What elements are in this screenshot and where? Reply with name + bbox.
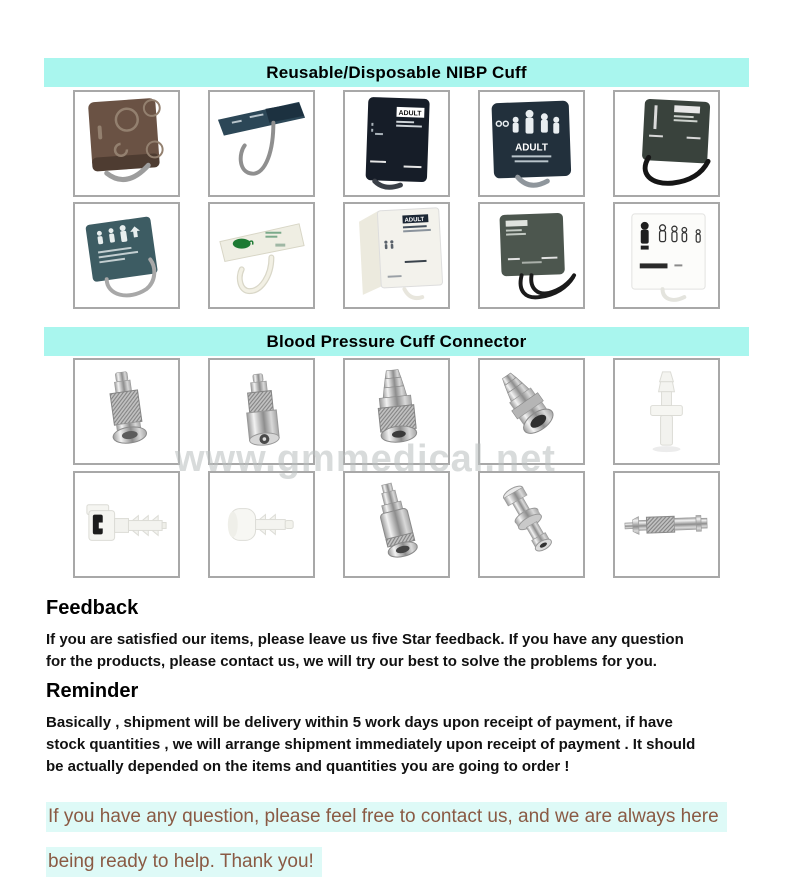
cream-lion-cuff-image	[212, 206, 311, 305]
contact-message-text-1: If you have any question, please feel free to contact us, and we are always here	[46, 802, 727, 832]
product-image-cream-lion-cuff	[208, 202, 315, 309]
connector-grid-row-1	[44, 358, 749, 465]
white-figures-cuff-image	[617, 206, 716, 305]
connector-grid-row-2	[44, 471, 749, 578]
nibp-cuff-banner	[44, 58, 749, 87]
teal-cuff-image	[77, 206, 176, 305]
cuff-grid-row-1	[44, 90, 749, 197]
metal-barbed-knurled-connector-image	[347, 362, 446, 461]
reminder-paragraph	[46, 712, 758, 778]
metal-barbed-plug-image	[482, 362, 581, 461]
navy-family-cuff-image	[482, 94, 581, 193]
product-image-metal-knurled-connector	[73, 358, 180, 465]
brown-folded-cuff-image	[77, 94, 176, 193]
metal-quick-connector-image	[347, 475, 446, 574]
product-image-metal-barbed-plug	[478, 358, 585, 465]
plastic-round-connector-image	[212, 475, 311, 574]
reminder-line-1: Basically , shipment will be delivery within 5 work days upon receipt of payment, if have	[46, 714, 673, 731]
site-watermark: www.gmmedical.net	[175, 438, 556, 480]
reminder-heading: Reminder	[46, 680, 139, 702]
product-image-teal-cuff	[73, 202, 180, 309]
product-image-dark-green-cuff	[613, 90, 720, 197]
plastic-clip-connector-image	[77, 475, 176, 574]
product-image-white-disposable-cuff	[343, 202, 450, 309]
product-image-dual-tube-cuff	[478, 202, 585, 309]
white-disposable-cuff-image	[347, 206, 446, 305]
product-image-brown-folded-cuff	[73, 90, 180, 197]
contact-message-line-1	[46, 806, 727, 828]
product-image-navy-family-cuff	[478, 90, 585, 197]
contact-message-line-2	[46, 851, 322, 873]
reminder-line-3: be actually depended on the items and quantities you are going to order !	[46, 758, 570, 775]
navy-flat-cuff-image	[212, 94, 311, 193]
adult-label-text: ADULT	[398, 109, 422, 118]
adult-label-text: ADULT	[404, 216, 425, 224]
connector-banner	[44, 327, 749, 356]
contact-message-text-2: being ready to help. Thank you!	[46, 847, 322, 877]
reminder-line-2: stock quantities , we will arrange shipment immediately upon receipt of payment . It should	[46, 736, 696, 753]
product-image-metal-quick-connector	[343, 471, 450, 578]
metal-knurled-connector-image	[77, 362, 176, 461]
metal-inline-connector-image	[617, 475, 716, 574]
metal-plug-fitting-image	[482, 475, 581, 574]
product-image-metal-plug-fitting	[478, 471, 585, 578]
product-image-black-adult-cuff	[343, 90, 450, 197]
cuff-grid-row-2	[44, 202, 749, 309]
white-plastic-connector-image	[617, 362, 716, 461]
product-image-metal-barbed-knurled-connector	[343, 358, 450, 465]
feedback-line-2: for the products, please contact us, we will try our best to solve the problems for you.	[46, 653, 657, 670]
product-image-navy-flat-cuff	[208, 90, 315, 197]
product-image-white-figures-cuff	[613, 202, 720, 309]
product-image-white-plastic-connector	[613, 358, 720, 465]
product-image-plastic-clip-connector	[73, 471, 180, 578]
black-adult-cuff-image	[347, 94, 446, 193]
nibp-cuff-banner-title: Reusable/Disposable NIBP Cuff	[266, 62, 527, 82]
feedback-line-1: If you are satisfied our items, please leave us five Star feedback. If you have any question	[46, 631, 684, 648]
dual-tube-cuff-image	[482, 206, 581, 305]
product-image-plastic-round-connector	[208, 471, 315, 578]
dark-green-cuff-image	[617, 94, 716, 193]
feedback-heading: Feedback	[46, 597, 139, 619]
product-image-metal-inline-connector	[613, 471, 720, 578]
metal-cylinder-connector-image	[212, 362, 311, 461]
connector-banner-title: Blood Pressure Cuff Connector	[266, 331, 527, 351]
feedback-paragraph	[46, 629, 758, 673]
product-image-metal-cylinder-connector	[208, 358, 315, 465]
adult-label-text: ADULT	[515, 142, 548, 154]
